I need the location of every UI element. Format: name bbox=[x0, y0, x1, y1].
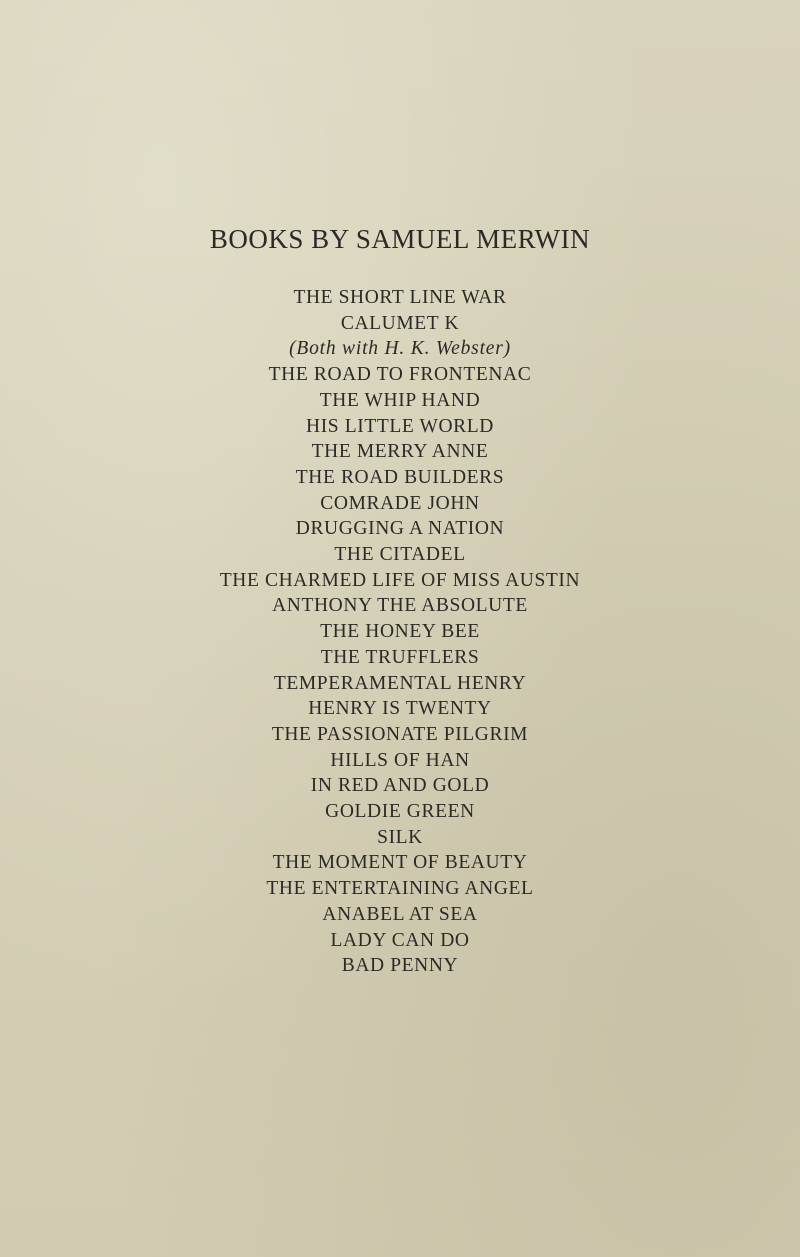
book-title: THE SHORT LINE WAR bbox=[293, 287, 507, 308]
coauthor-note: (Both with H. K. Webster) bbox=[289, 338, 511, 360]
book-title: THE PASSIONATE PILGRIM bbox=[271, 723, 529, 745]
book-title: THE ENTERTAINING ANGEL bbox=[266, 878, 534, 900]
page-heading: BOOKS BY SAMUEL MERWIN bbox=[209, 224, 591, 254]
book-title: GOLDIE GREEN bbox=[325, 801, 475, 823]
book-title: DRUGGING A NATION bbox=[295, 518, 505, 540]
book-title: HILLS OF HAN bbox=[330, 749, 470, 771]
book-title: HENRY IS TWENTY bbox=[308, 698, 492, 720]
book-title: THE MERRY ANNE bbox=[311, 441, 489, 463]
book-title: THE CITADEL bbox=[334, 544, 466, 566]
book-title: ANABEL AT SEA bbox=[322, 903, 478, 925]
book-title: THE WHIP HAND bbox=[319, 389, 481, 411]
book-title: HIS LITTLE WORLD bbox=[306, 415, 494, 437]
book-title: ANTHONY THE ABSOLUTE bbox=[272, 595, 528, 617]
book-title: THE TRUFFLERS bbox=[320, 646, 480, 668]
book-list bbox=[0, 285, 800, 979]
book-title: THE CHARMED LIFE OF MISS AUSTIN bbox=[219, 569, 581, 591]
book-title: THE ROAD TO FRONTENAC bbox=[268, 364, 532, 386]
book-title: IN RED AND GOLD bbox=[310, 775, 490, 797]
book-title: SILK bbox=[377, 826, 423, 848]
book-title: TEMPERAMENTAL HENRY bbox=[273, 672, 527, 694]
book-title: THE MOMENT OF BEAUTY bbox=[272, 852, 528, 874]
book-title: LADY CAN DO bbox=[330, 929, 470, 951]
book-title: CALUMET K bbox=[340, 312, 460, 334]
book-title: COMRADE JOHN bbox=[320, 492, 480, 514]
book-title: THE HONEY BEE bbox=[320, 621, 480, 643]
book-title: BAD PENNY bbox=[341, 955, 459, 977]
book-title: THE ROAD BUILDERS bbox=[295, 466, 505, 488]
